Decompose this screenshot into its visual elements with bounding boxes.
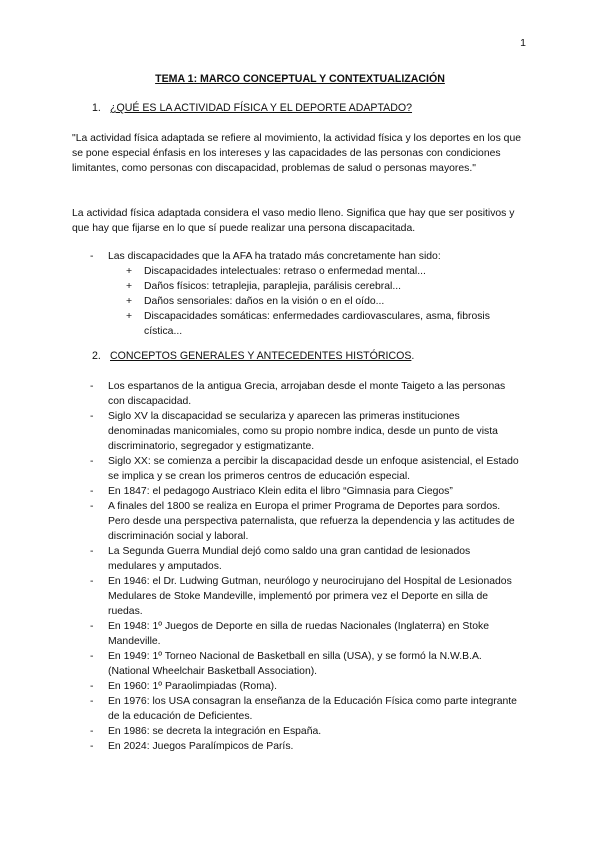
section1-title: ¿QUÉ ES LA ACTIVIDAD FÍSICA Y EL DEPORTE ADAPTADO? (110, 102, 413, 114)
list-item: - Siglo XV la discapacidad se seculariza y aparecen las primeras instituciones denominadas manicomiales, como su propio nombre indica, desde un punto de vista discriminatorio, segregador y estigmatizante. (90, 409, 520, 454)
list-item: - A finales del 1800 se realiza en Europa el primer Programa de Deportes para sordos. Pero desde una perspectiva paternalista, que refuerza la dependencia y las actitudes de discriminación social y laboral. (90, 499, 520, 544)
list-intro: Las discapacidades que la AFA ha tratado más concretamente han sido: (108, 251, 441, 262)
list-item: - En 1986: se decreta la integración en España. (90, 724, 520, 739)
list-item: - En 2024: Juegos Paralímpicos de París. (90, 739, 520, 754)
section2-number: 2. (92, 350, 101, 362)
sub-list-item: + Daños sensoriales: daños en la visión o en el oído... (108, 294, 520, 309)
document-title: TEMA 1: MARCO CONCEPTUAL Y CONTEXTUALIZACIÓN (155, 73, 445, 85)
sub-list (108, 264, 520, 339)
section1-heading (92, 101, 412, 116)
page-number: 1 (520, 37, 526, 49)
list-item: - En 1946: el Dr. Ludwing Gutman, neurólogo y neurocirujano del Hospital de Lesionados Medulares de Stoke Mandeville, implementó por primera vez el Deporte en silla de ruedas. (90, 574, 520, 619)
list-item: - En 1976: los USA consagran la enseñanza de la Educación Física como parte integrante de la educación de Deficientes. (90, 694, 520, 724)
list-item: - En 1949: 1º Torneo Nacional de Basketball en silla (USA), y se formó la N.W.B.A. (National Wheelchair Basketball Association). (90, 649, 520, 679)
section2-heading (92, 349, 414, 364)
list-item: - Los espartanos de la antigua Grecia, arrojaban desde el monte Taigeto a las personas con discapacidad. (90, 379, 520, 409)
list-item: - En 1847: el pedagogo Austriaco Klein edita el libro “Gimnasia para Ciegos” (90, 484, 520, 499)
list-item (90, 249, 520, 339)
section2-list (90, 379, 520, 754)
section1-list (90, 249, 520, 339)
section2-title: CONCEPTOS GENERALES Y ANTECEDENTES HISTÓRICOS (110, 350, 412, 362)
list-item: - Siglo XX: se comienza a percibir la discapacidad desde un enfoque asistencial, el Estado se implica y se crean los primeros centros de educación especial. (90, 454, 520, 484)
list-item: - La Segunda Guerra Mundial dejó como saldo una gran cantidad de lesionados medulares y amputados. (90, 544, 520, 574)
section1-paragraph: La actividad física adaptada considera el vaso medio lleno. Significa que hay que ser positivos y que hay que fijarse en lo que sí puede realizar una persona discapacitada. (72, 208, 515, 234)
section1-number: 1. (92, 102, 101, 114)
sub-list-item: + Discapacidades somáticas: enfermedades cardiovasculares, asma, fibrosis cística... (108, 309, 520, 339)
list-item: - En 1960: 1º Paraolimpiadas (Roma). (90, 679, 520, 694)
section2-suffix: . (411, 350, 415, 362)
sub-list-item: + Discapacidades intelectuales: retraso o enfermedad mental... (108, 264, 520, 279)
sub-list-item: + Daños físicos: tetraplejia, paraplejia, parálisis cerebral... (108, 279, 520, 294)
list-item: - En 1948: 1º Juegos de Deporte en silla de ruedas Nacionales (Inglaterra) en Stoke Mandeville. (90, 619, 520, 649)
section1-quote: "La actividad física adaptada se refiere al movimiento, la actividad física y los deportes en los que se pone especial énfasis en los intereses y las capacidades de las personas con condiciones limitantes, como personas con discapacidad, problemas de salud o personas mayores." (72, 133, 521, 174)
